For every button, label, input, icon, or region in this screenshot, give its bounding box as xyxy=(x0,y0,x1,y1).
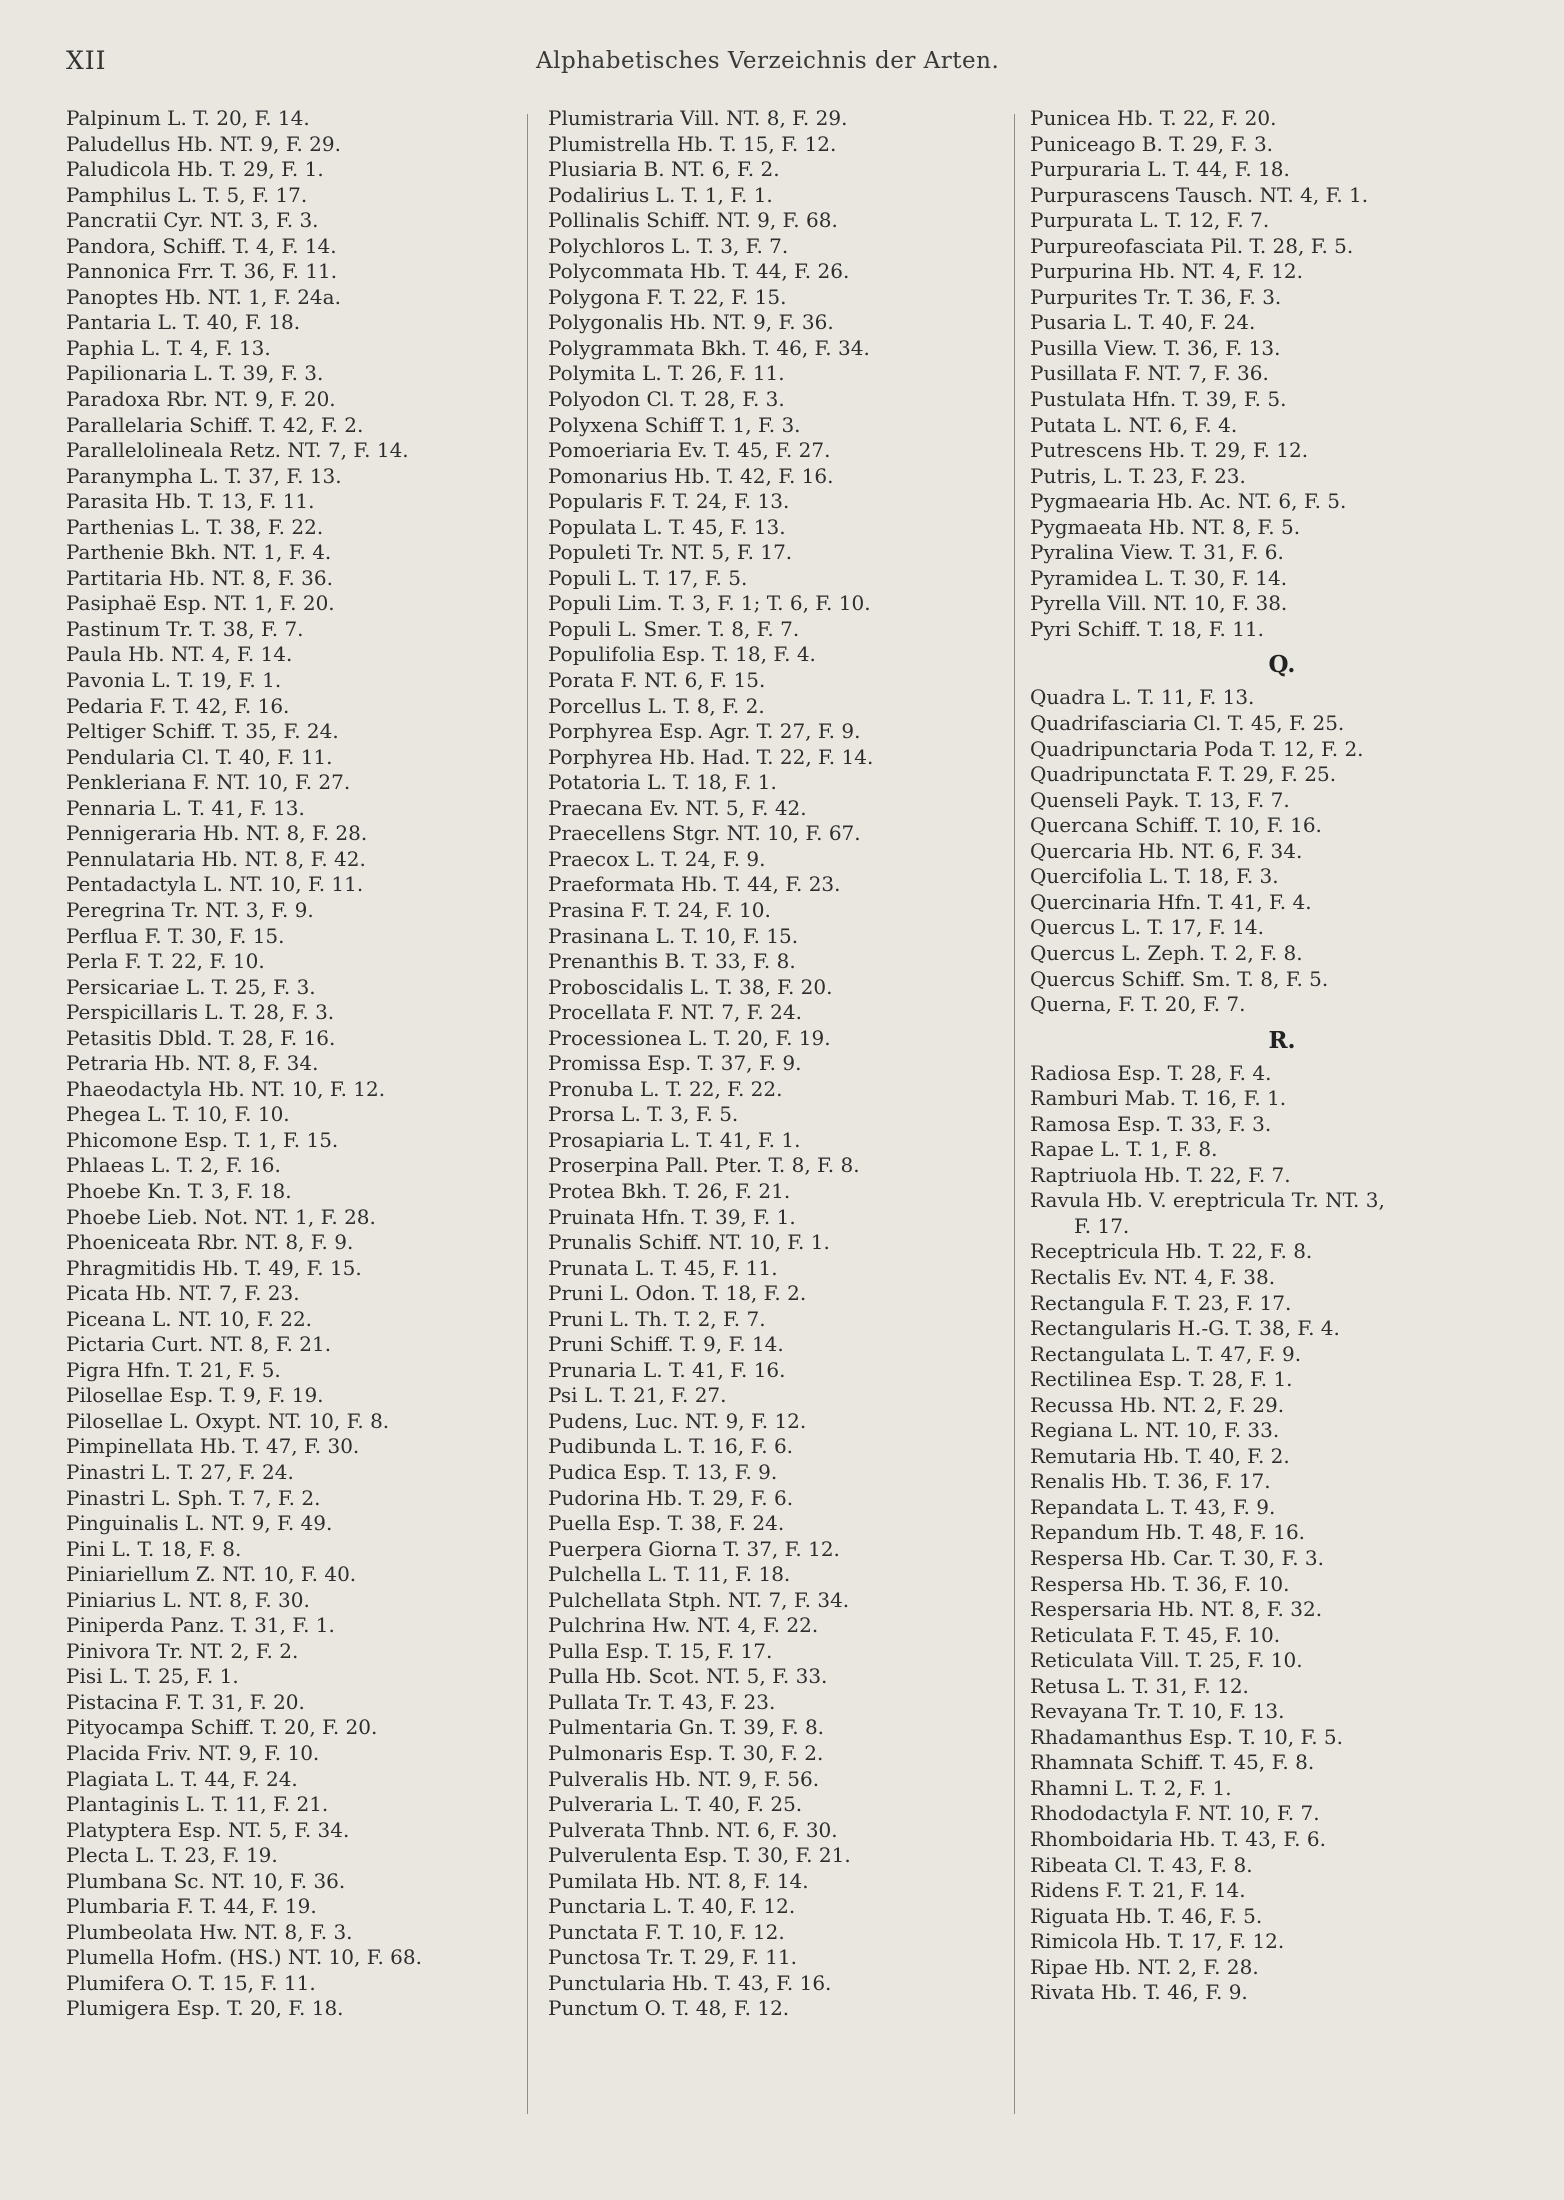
index-entry: Pomoeriaria Ev. T. 45, F. 27. xyxy=(548,438,831,463)
index-entry: Pentadactyla L. NT. 10, F. 11. xyxy=(66,872,364,897)
index-entry: Pamphilus L. T. 5, F. 17. xyxy=(66,182,308,207)
index-entry: Receptricula Hb. T. 22, F. 8. xyxy=(1030,1239,1313,1264)
index-entry: Picata Hb. NT. 7, F. 23. xyxy=(66,1281,300,1306)
index-entry: Pruni L. Th. T. 2, F. 7. xyxy=(548,1306,766,1331)
index-entry: Pendularia Cl. T. 40, F. 11. xyxy=(66,744,333,769)
index-entry: Purpurascens Tausch. NT. 4, F. 1. xyxy=(1030,182,1369,207)
section-heading: Q. xyxy=(1268,651,1296,679)
index-entry: Reticulata F. T. 45, F. 10. xyxy=(1030,1622,1281,1647)
index-entry: Popularis F. T. 24, F. 13. xyxy=(548,489,790,514)
index-entry: Piniperda Panz. T. 31, F. 1. xyxy=(66,1613,335,1638)
index-entry: Polymita L. T. 26, F. 11. xyxy=(548,361,785,386)
index-entry: Pollinalis Schiff. NT. 9, F. 68. xyxy=(548,208,838,233)
index-entry: Rhamnata Schiff. T. 45, F. 8. xyxy=(1030,1750,1315,1775)
index-entry: Pinivora Tr. NT. 2, F. 2. xyxy=(66,1638,299,1663)
index-entry: Punctata F. T. 10, F. 12. xyxy=(548,1919,785,1944)
index-entry: Petraria Hb. NT. 8, F. 34. xyxy=(66,1051,319,1076)
index-entry: Prosapiaria L. T. 41, F. 1. xyxy=(548,1127,801,1152)
index-entry: Ripae Hb. NT. 2, F. 28. xyxy=(1030,1954,1259,1979)
index-entry: Rhomboidaria Hb. T. 43, F. 6. xyxy=(1030,1827,1326,1851)
index-entry: Populata L. T. 45, F. 13. xyxy=(548,514,786,539)
index-entry: Plantaginis L. T. 11, F. 21. xyxy=(66,1792,329,1817)
index-entry: Pennulataria Hb. NT. 8, F. 42. xyxy=(66,846,366,871)
index-entry: Partitaria Hb. NT. 8, F. 36. xyxy=(66,565,333,590)
index-entry: Pimpinellata Hb. T. 47, F. 30. xyxy=(66,1434,360,1459)
index-entry: Plumbaria F. T. 44, F. 19. xyxy=(66,1894,317,1919)
index-entry: Parallelolineala Retz. NT. 7, F. 14. xyxy=(66,438,409,463)
index-entry: Pulla Hb. Scot. NT. 5, F. 33. xyxy=(548,1664,828,1689)
index-entry: Perla F. T. 22, F. 10. xyxy=(66,949,265,974)
index-entry: Pulchrina Hw. NT. 4, F. 22. xyxy=(548,1613,819,1638)
index-entry: Populi Lim. T. 3, F. 1; T. 6, F. 10. xyxy=(548,591,871,616)
index-entry: Respersa Hb. Car. T. 30, F. 3. xyxy=(1030,1545,1325,1570)
page-header xyxy=(66,46,1016,80)
index-entry: Praecox L. T. 24, F. 9. xyxy=(548,846,766,871)
index-entry: Puerpera Giorna T. 37, F. 12. xyxy=(548,1536,840,1561)
index-entry: Polygrammata Bkh. T. 46, F. 34. xyxy=(548,335,870,360)
index-entry: Pumilata Hb. NT. 8, F. 14. xyxy=(548,1868,809,1893)
index-entry: Radiosa Esp. T. 28, F. 4. xyxy=(1030,1060,1272,1085)
index-entry: Pygmaeata Hb. NT. 8, F. 5. xyxy=(1030,514,1301,539)
index-entry: Puella Esp. T. 38, F. 24. xyxy=(548,1511,785,1536)
index-entry: Porphyrea Esp. Agr. T. 27, F. 9. xyxy=(548,719,861,744)
index-entry: Polygonalis Hb. NT. 9, F. 36. xyxy=(548,310,834,335)
index-entry: Rectangula F. T. 23, F. 17. xyxy=(1030,1290,1292,1315)
index-entry: Paludicola Hb. T. 29, F. 1. xyxy=(66,157,324,182)
index-entry: Renalis Hb. T. 36, F. 17. xyxy=(1030,1469,1271,1494)
index-entry: Quercinaria Hfn. T. 41, F. 4. xyxy=(1030,889,1312,914)
index-entry: Petasitis Dbld. T. 28, F. 16. xyxy=(66,1025,336,1050)
index-entry: Placida Friv. NT. 9, F. 10. xyxy=(66,1741,320,1765)
index-entry: Polychloros L. T. 3, F. 7. xyxy=(548,233,789,258)
index-entry: Paranympha L. T. 37, F. 13. xyxy=(66,463,342,488)
index-entry: Piniariellum Z. NT. 10, F. 40. xyxy=(66,1562,357,1587)
index-entry: Purpurina Hb. NT. 4, F. 12. xyxy=(1030,259,1303,284)
index-entry: Pyralina View. T. 31, F. 6. xyxy=(1030,540,1284,565)
index-entry: Piceana L. NT. 10, F. 22. xyxy=(66,1306,313,1331)
index-entry: Pulla Esp. T. 15, F. 17. xyxy=(548,1638,773,1663)
index-entry: Psi L. T. 21, F. 27. xyxy=(548,1383,727,1408)
index-entry: Praecellens Stgr. NT. 10, F. 67. xyxy=(548,821,861,846)
index-entry: Promissa Esp. T. 37, F. 9. xyxy=(548,1051,802,1076)
index-entry: Plumistrella Hb. T. 15, F. 12. xyxy=(548,131,837,156)
index-entry: Pini L. T. 18, F. 8. xyxy=(66,1536,242,1561)
index-entry: Persicariae L. T. 25, F. 3. xyxy=(66,974,316,999)
index-entry: Plecta L. T. 23, F. 19. xyxy=(66,1843,278,1868)
index-entry: Raptriuola Hb. T. 22, F. 7. xyxy=(1030,1162,1291,1187)
index-entry: Plumifera O. T. 15, F. 11. xyxy=(66,1970,316,1995)
index-entry: Pulveralis Hb. NT. 9, F. 56. xyxy=(548,1766,820,1791)
index-entry: Quenseli Payk. T. 13, F. 7. xyxy=(1030,787,1290,812)
index-entry: Remutaria Hb. T. 40, F. 2. xyxy=(1030,1443,1290,1468)
index-entry: Prasinana L. T. 10, F. 15. xyxy=(548,923,799,948)
index-entry: Phoeniceata Rbr. NT. 8, F. 9. xyxy=(66,1230,354,1255)
index-entry: Prunaria L. T. 41, F. 16. xyxy=(548,1357,786,1382)
index-entry: Purpurites Tr. T. 36, F. 3. xyxy=(1030,284,1282,309)
index-entry: Pasiphaë Esp. NT. 1, F. 20. xyxy=(66,591,335,616)
index-entry: Pulmonaris Esp. T. 30, F. 2. xyxy=(548,1741,824,1765)
index-entry: Pisi L. T. 25, F. 1. xyxy=(66,1664,239,1689)
index-entry: Pruinata Hfn. T. 39, F. 1. xyxy=(548,1204,796,1229)
index-entry: Populifolia Esp. T. 18, F. 4. xyxy=(548,642,816,667)
index-entry: Peltiger Schiff. T. 35, F. 24. xyxy=(66,719,339,744)
index-entry: Purpuraria L. T. 44, F. 18. xyxy=(1030,157,1290,182)
index-entry: Pulmentaria Gn. T. 39, F. 8. xyxy=(548,1715,825,1740)
index-entry: Pronuba L. T. 22, F. 22. xyxy=(548,1076,783,1101)
index-entry: Plusiaria B. NT. 6, F. 2. xyxy=(548,157,780,182)
index-entry: Penkleriana F. NT. 10, F. 27. xyxy=(66,770,351,795)
index-entry: Revayana Tr. T. 10, F. 13. xyxy=(1030,1699,1285,1724)
index-entry: Rectalis Ev. NT. 4, F. 38. xyxy=(1030,1264,1276,1289)
index-entry: Piniarius L. NT. 8, F. 30. xyxy=(66,1587,310,1612)
index-entry: Polygona F. T. 22, F. 15. xyxy=(548,284,787,309)
index-entry: Pinguinalis L. NT. 9, F. 49. xyxy=(66,1511,333,1536)
index-entry: Phoebe Lieb. Not. NT. 1, F. 28. xyxy=(66,1204,376,1229)
index-entry: Plagiata L. T. 44, F. 24. xyxy=(66,1766,298,1791)
index-entry: Plumbeolata Hw. NT. 8, F. 3. xyxy=(66,1919,353,1944)
index-entry: Respersaria Hb. NT. 8, F. 32. xyxy=(1030,1597,1323,1622)
index-entry: Pennigeraria Hb. NT. 8, F. 28. xyxy=(66,821,368,846)
index-entry: Procellata F. NT. 7, F. 24. xyxy=(548,1000,802,1025)
index-entry: Polyodon Cl. T. 28, F. 3. xyxy=(548,387,785,412)
index-entry: Punctularia Hb. T. 43, F. 16. xyxy=(548,1970,832,1995)
index-entry: Parasita Hb. T. 13, F. 11. xyxy=(66,489,315,514)
index-entry: Pudorina Hb. T. 29, F. 6. xyxy=(548,1485,794,1510)
index-entry: Praecana Ev. NT. 5, F. 42. xyxy=(548,795,807,820)
index-entry: Potatoria L. T. 18, F. 1. xyxy=(548,770,777,795)
index-entry: Quercus L. Zeph. T. 2, F. 8. xyxy=(1030,940,1303,965)
index-entry: Pulveraria L. T. 40, F. 25. xyxy=(548,1792,803,1817)
index-entry: Phaeodactyla Hb. NT. 10, F. 12. xyxy=(66,1076,386,1101)
running-title: Alphabetisches Verzeichnis der Arten. xyxy=(536,48,1000,74)
index-entry: Pyramidea L. T. 30, F. 14. xyxy=(1030,565,1288,590)
index-entry: Ramosa Esp. T. 33, F. 3. xyxy=(1030,1111,1272,1136)
index-entry: Quadrifasciaria Cl. T. 45, F. 25. xyxy=(1030,711,1345,736)
index-entry: Processionea L. T. 20, F. 19. xyxy=(548,1025,831,1050)
index-entry: Pusilla View. T. 36, F. 13. xyxy=(1030,335,1281,360)
page-number: XII xyxy=(66,46,107,75)
index-entry: Puniceago B. T. 29, F. 3. xyxy=(1030,131,1274,156)
index-entry: Recussa Hb. NT. 2, F. 29. xyxy=(1030,1392,1285,1417)
section-heading: R. xyxy=(1268,1026,1296,1054)
index-entry: Pilosellae L. Oxypt. NT. 10, F. 8. xyxy=(66,1408,390,1433)
index-entry: Pulverulenta Esp. T. 30, F. 21. xyxy=(548,1843,851,1868)
index-entry: Porcellus L. T. 8, F. 2. xyxy=(548,693,765,718)
index-entry: Papilionaria L. T. 39, F. 3. xyxy=(66,361,324,386)
index-entry: Praeformata Hb. T. 44, F. 23. xyxy=(548,872,841,897)
index-entry: Quercaria Hb. NT. 6, F. 34. xyxy=(1030,838,1303,863)
index-entry: Repandum Hb. T. 48, F. 16. xyxy=(1030,1520,1306,1545)
index-entry: Prunalis Schiff. NT. 10, F. 1. xyxy=(548,1230,830,1255)
index-entry: Protea Bkh. T. 26, F. 21. xyxy=(548,1178,791,1203)
index-entry: Ravula Hb. V. ereptricula Tr. NT. 3, xyxy=(1030,1188,1385,1213)
index-entry: Paradoxa Rbr. NT. 9, F. 20. xyxy=(66,387,336,412)
index-entry: Querna, F. T. 20, F. 7. xyxy=(1030,992,1246,1017)
index-entry: Plumigera Esp. T. 20, F. 18. xyxy=(66,1996,344,2021)
index-entry: Pastinum Tr. T. 38, F. 7. xyxy=(66,616,304,641)
index-entry: Pinastri L. T. 27, F. 24. xyxy=(66,1459,294,1484)
index-entry: Perflua F. T. 30, F. 15. xyxy=(66,923,285,948)
index-entry: Putata L. NT. 6, F. 4. xyxy=(1030,412,1238,437)
index-entry: Plumistraria Vill. NT. 8, F. 29. xyxy=(548,106,848,130)
index-entry: Pennaria L. T. 41, F. 13. xyxy=(66,795,305,820)
index-entry: Repandata L. T. 43, F. 9. xyxy=(1030,1494,1276,1519)
index-entry: Peregrina Tr. NT. 3, F. 9. xyxy=(66,897,314,922)
index-entry: Proboscidalis L. T. 38, F. 20. xyxy=(548,974,833,999)
index-entry: Parallelaria Schiff. T. 42, F. 2. xyxy=(66,412,364,437)
index-entry: Populeti Tr. NT. 5, F. 17. xyxy=(548,540,793,565)
index-entry: Rhadamanthus Esp. T. 10, F. 5. xyxy=(1030,1724,1343,1749)
index-entry: Perspicillaris L. T. 28, F. 3. xyxy=(66,1000,335,1025)
index-entry: Plumbana Sc. NT. 10, F. 36. xyxy=(66,1868,346,1893)
index-entry: Phicomone Esp. T. 1, F. 15. xyxy=(66,1127,339,1152)
index-entry: Quadripunctaria Poda T. 12, F. 2. xyxy=(1030,736,1364,761)
index-entry: Prenanthis B. T. 33, F. 8. xyxy=(548,949,796,974)
index-entry: Punicea Hb. T. 22, F. 20. xyxy=(1030,106,1277,130)
index-entry: Parthenias L. T. 38, F. 22. xyxy=(66,514,324,539)
index-entry: Quadripunctata F. T. 29, F. 25. xyxy=(1030,762,1337,787)
index-entry: Polyxena Schiff T. 1, F. 3. xyxy=(548,412,801,437)
index-entry: Plumella Hofm. (HS.) NT. 10, F. 68. xyxy=(66,1945,422,1970)
index-entry: Panoptes Hb. NT. 1, F. 24a. xyxy=(66,284,341,309)
index-entry: Proserpina Pall. Pter. T. 8, F. 8. xyxy=(548,1153,860,1178)
index-entry: Pulchella L. T. 11, F. 18. xyxy=(548,1562,791,1587)
index-entry: Ridens F. T. 21, F. 14. xyxy=(1030,1878,1246,1903)
index-entry: Prasina F. T. 24, F. 10. xyxy=(548,897,771,922)
index-entry: Pyrella Vill. NT. 10, F. 38. xyxy=(1030,591,1288,616)
index-entry: Quercifolia L. T. 18, F. 3. xyxy=(1030,864,1279,889)
index-entry: Porphyrea Hb. Had. T. 22, F. 14. xyxy=(548,744,874,769)
index-entry: Rhododactyla F. NT. 10, F. 7. xyxy=(1030,1801,1320,1826)
index-entry: Podalirius L. T. 1, F. 1. xyxy=(548,182,773,207)
index-entry: Pruni Schiff. T. 9, F. 14. xyxy=(548,1332,784,1357)
index-entry: Punctum O. T. 48, F. 12. xyxy=(548,1996,790,2021)
index-entry: Porata F. NT. 6, F. 15. xyxy=(548,668,766,693)
index-entry: Palpinum L. T. 20, F. 14. xyxy=(66,106,310,130)
index-entry: Riguata Hb. T. 46, F. 5. xyxy=(1030,1903,1263,1928)
index-entry: Pedaria F. T. 42, F. 16. xyxy=(66,693,290,718)
index-entry: Pulverata Thnb. NT. 6, F. 30. xyxy=(548,1817,838,1842)
index-entry: Pictaria Curt. NT. 8, F. 21. xyxy=(66,1332,332,1357)
index-entry: Pustulata Hfn. T. 39, F. 5. xyxy=(1030,387,1287,412)
index-entry: Paula Hb. NT. 4, F. 14. xyxy=(66,642,293,667)
index-entry: Punctaria L. T. 40, F. 12. xyxy=(548,1894,796,1919)
index-entry: Pusaria L. T. 40, F. 24. xyxy=(1030,310,1256,335)
index-entry: Ribeata Cl. T. 43, F. 8. xyxy=(1030,1852,1253,1877)
index-entry: Pulchellata Stph. NT. 7, F. 34. xyxy=(548,1587,850,1612)
index-entry: Putris, L. T. 23, F. 23. xyxy=(1030,463,1246,488)
index-entry: Phoebe Kn. T. 3, F. 18. xyxy=(66,1178,292,1203)
index-column-1 xyxy=(66,106,534,2022)
index-entry: Purpurata L. T. 12, F. 7. xyxy=(1030,208,1270,233)
index-entry: Ramburi Mab. T. 16, F. 1. xyxy=(1030,1086,1287,1111)
index-entry: Rimicola Hb. T. 17, F. 12. xyxy=(1030,1929,1285,1954)
index-entry: Pavonia L. T. 19, F. 1. xyxy=(66,668,282,693)
index-entry: Purpureofasciata Pil. T. 28, F. 5. xyxy=(1030,233,1354,258)
index-entry: Pityocampa Schiff. T. 20, F. 20. xyxy=(66,1715,378,1740)
index-entry: Retusa L. T. 31, F. 12. xyxy=(1030,1673,1249,1698)
index-entry: Phragmitidis Hb. T. 49, F. 15. xyxy=(66,1255,362,1280)
index-entry: Pandora, Schiff. T. 4, F. 14. xyxy=(66,233,337,258)
index-entry: Quercana Schiff. T. 10, F. 16. xyxy=(1030,813,1322,838)
index-entry: Pusillata F. NT. 7, F. 36. xyxy=(1030,361,1269,386)
index-column-2 xyxy=(548,106,1022,2022)
index-entry: Rapae L. T. 1, F. 8. xyxy=(1030,1137,1218,1162)
index-entry: Pudibunda L. T. 16, F. 6. xyxy=(548,1434,794,1459)
index-entry: Rectangulata L. T. 47, F. 9. xyxy=(1030,1341,1302,1366)
index-entry: Prunata L. T. 45, F. 11. xyxy=(548,1255,778,1280)
index-entry: Rhamni L. T. 2, F. 1. xyxy=(1030,1775,1232,1800)
index-entry: Populi L. T. 17, F. 5. xyxy=(548,565,748,590)
index-entry: Platyptera Esp. NT. 5, F. 34. xyxy=(66,1817,350,1842)
index-entry: Paphia L. T. 4, F. 13. xyxy=(66,335,271,360)
index-entry: Quercus L. T. 17, F. 14. xyxy=(1030,915,1264,940)
index-entry: Pancratii Cyr. NT. 3, F. 3. xyxy=(66,208,319,233)
index-entry: Putrescens Hb. T. 29, F. 12. xyxy=(1030,438,1309,463)
index-entry: Parthenie Bkh. NT. 1, F. 4. xyxy=(66,540,332,565)
index-entry-continuation: F. 17. xyxy=(1074,1213,1130,1238)
index-entry: Regiana L. NT. 10, F. 33. xyxy=(1030,1418,1280,1443)
index-entry: Pudica Esp. T. 13, F. 9. xyxy=(548,1459,778,1484)
index-column-3 xyxy=(1030,106,1534,2006)
index-entry: Pigra Hfn. T. 21, F. 5. xyxy=(66,1357,281,1382)
index-entry: Polycommata Hb. T. 44, F. 26. xyxy=(548,259,850,284)
index-entry: Punctosa Tr. T. 29, F. 11. xyxy=(548,1945,798,1970)
index-entry: Respersa Hb. T. 36, F. 10. xyxy=(1030,1571,1290,1596)
index-entry: Pruni L. Odon. T. 18, F. 2. xyxy=(548,1281,807,1306)
index-entry: Pinastri L. Sph. T. 7, F. 2. xyxy=(66,1485,321,1510)
index-entry: Rivata Hb. T. 46, F. 9. xyxy=(1030,1980,1248,2005)
index-entry: Quercus Schiff. Sm. T. 8, F. 5. xyxy=(1030,966,1329,991)
index-entry: Prorsa L. T. 3, F. 5. xyxy=(548,1102,739,1127)
index-entry: Reticulata Vill. T. 25, F. 10. xyxy=(1030,1648,1303,1673)
index-entry: Pygmaearia Hb. Ac. NT. 6, F. 5. xyxy=(1030,489,1347,514)
index-entry: Paludellus Hb. NT. 9, F. 29. xyxy=(66,131,341,156)
index-entry: Rectilinea Esp. T. 28, F. 1. xyxy=(1030,1367,1293,1392)
index-entry: Pyri Schiff. T. 18, F. 11. xyxy=(1030,616,1265,641)
index-entry: Pudens, Luc. NT. 9, F. 12. xyxy=(548,1408,807,1433)
index-entry: Rectangularis H.-G. T. 38, F. 4. xyxy=(1030,1316,1340,1341)
index-entry: Pullata Tr. T. 43, F. 23. xyxy=(548,1689,776,1714)
index-entry: Populi L. Smer. T. 8, F. 7. xyxy=(548,616,800,641)
index-entry: Pantaria L. T. 40, F. 18. xyxy=(66,310,301,335)
index-entry: Pilosellae Esp. T. 9, F. 19. xyxy=(66,1383,324,1408)
index-entry: Pannonica Frr. T. 36, F. 11. xyxy=(66,259,338,284)
index-entry: Pomonarius Hb. T. 42, F. 16. xyxy=(548,463,834,488)
index-entry: Phegea L. T. 10, F. 10. xyxy=(66,1102,290,1127)
index-entry: Quadra L. T. 11, F. 13. xyxy=(1030,685,1255,710)
index-entry: Pistacina F. T. 31, F. 20. xyxy=(66,1689,305,1714)
index-entry: Phlaeas L. T. 2, F. 16. xyxy=(66,1153,281,1178)
